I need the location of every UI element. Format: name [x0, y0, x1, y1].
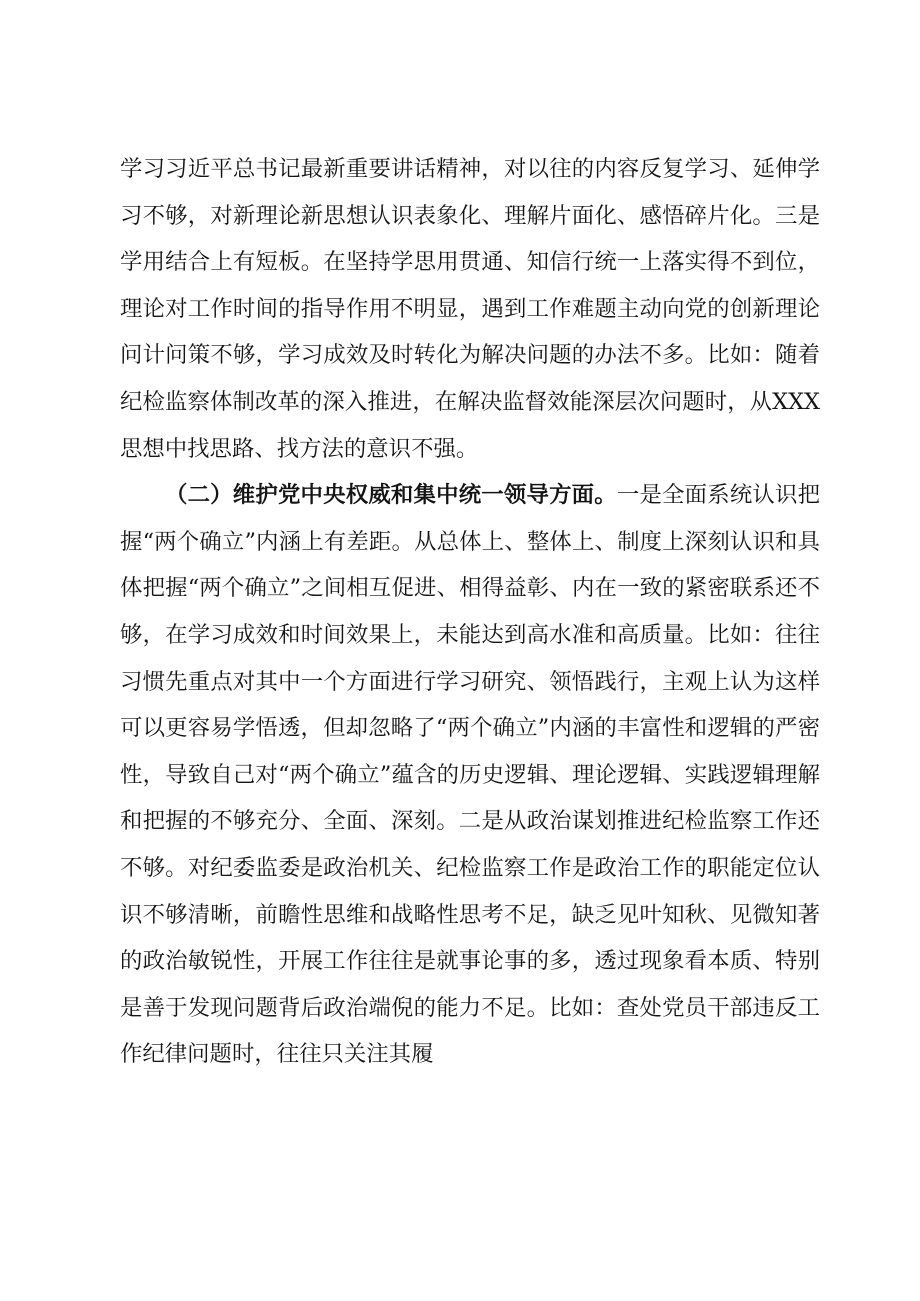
paragraph-text: 一是全面系统认识把握“两个确立”内涵上有差距。从总体上、整体上、制度上深刻认识和具体把握“两个确立”之间相互促进、相得益彰、内在一致的紧密联系还不够，在学习成效和时间效果上，未能达到高水准和高质量。比如：往往习惯先重点对其中一个方面进行学习研究、领悟践行，主观上认为这样可以更容易学悟透，但却忽略了“两个确立”内涵的丰富性和逻辑的严密性，导致自己对“两个确立”蕴含的历史逻辑、理论逻辑、实践逻辑理解和把握的不够充分、全面、深刻。二是从政治谋划推进纪检监察工作还不够。对纪委监委是政治机关、纪检监察工作是政治工作的职能定位认识不够清晰，前瞻性思维和战略性思考不足，缺乏见叶知秋、见微知著的政治敏锐性，开展工作往往是就事论事的多，透过现象看本质、特别是善于发现问题背后政治端倪的能力不足。比如：查处党员干部违反工作纪律问题时，往往只关注其履	[120, 482, 821, 1068]
paragraph-text: 学习习近平总书记最新重要讲话精神，对以往的内容反复学习、延伸学习不够，对新理论新思想认识表象化、理解片面化、感悟碎片化。三是学用结合上有短板。在坚持学思用贯通、知信行统一上落实得不到位，理论对工作时间的指导作用不明显，遇到工作难题主动向党的创新理论问计问策不够，学习成效及时转化为解决问题的办法不多。比如：随着纪检监察体制改革的深入推进，在解决监督效能深层次问题时，从XXX思想中找思路、找方法的意识不强。	[120, 156, 820, 462]
document-body	[120, 146, 820, 1078]
paragraph-section-2	[120, 472, 820, 1078]
section-heading: （二）维护党中央权威和集中统一领导方面。	[165, 482, 617, 509]
paragraph-continuation	[120, 146, 820, 472]
